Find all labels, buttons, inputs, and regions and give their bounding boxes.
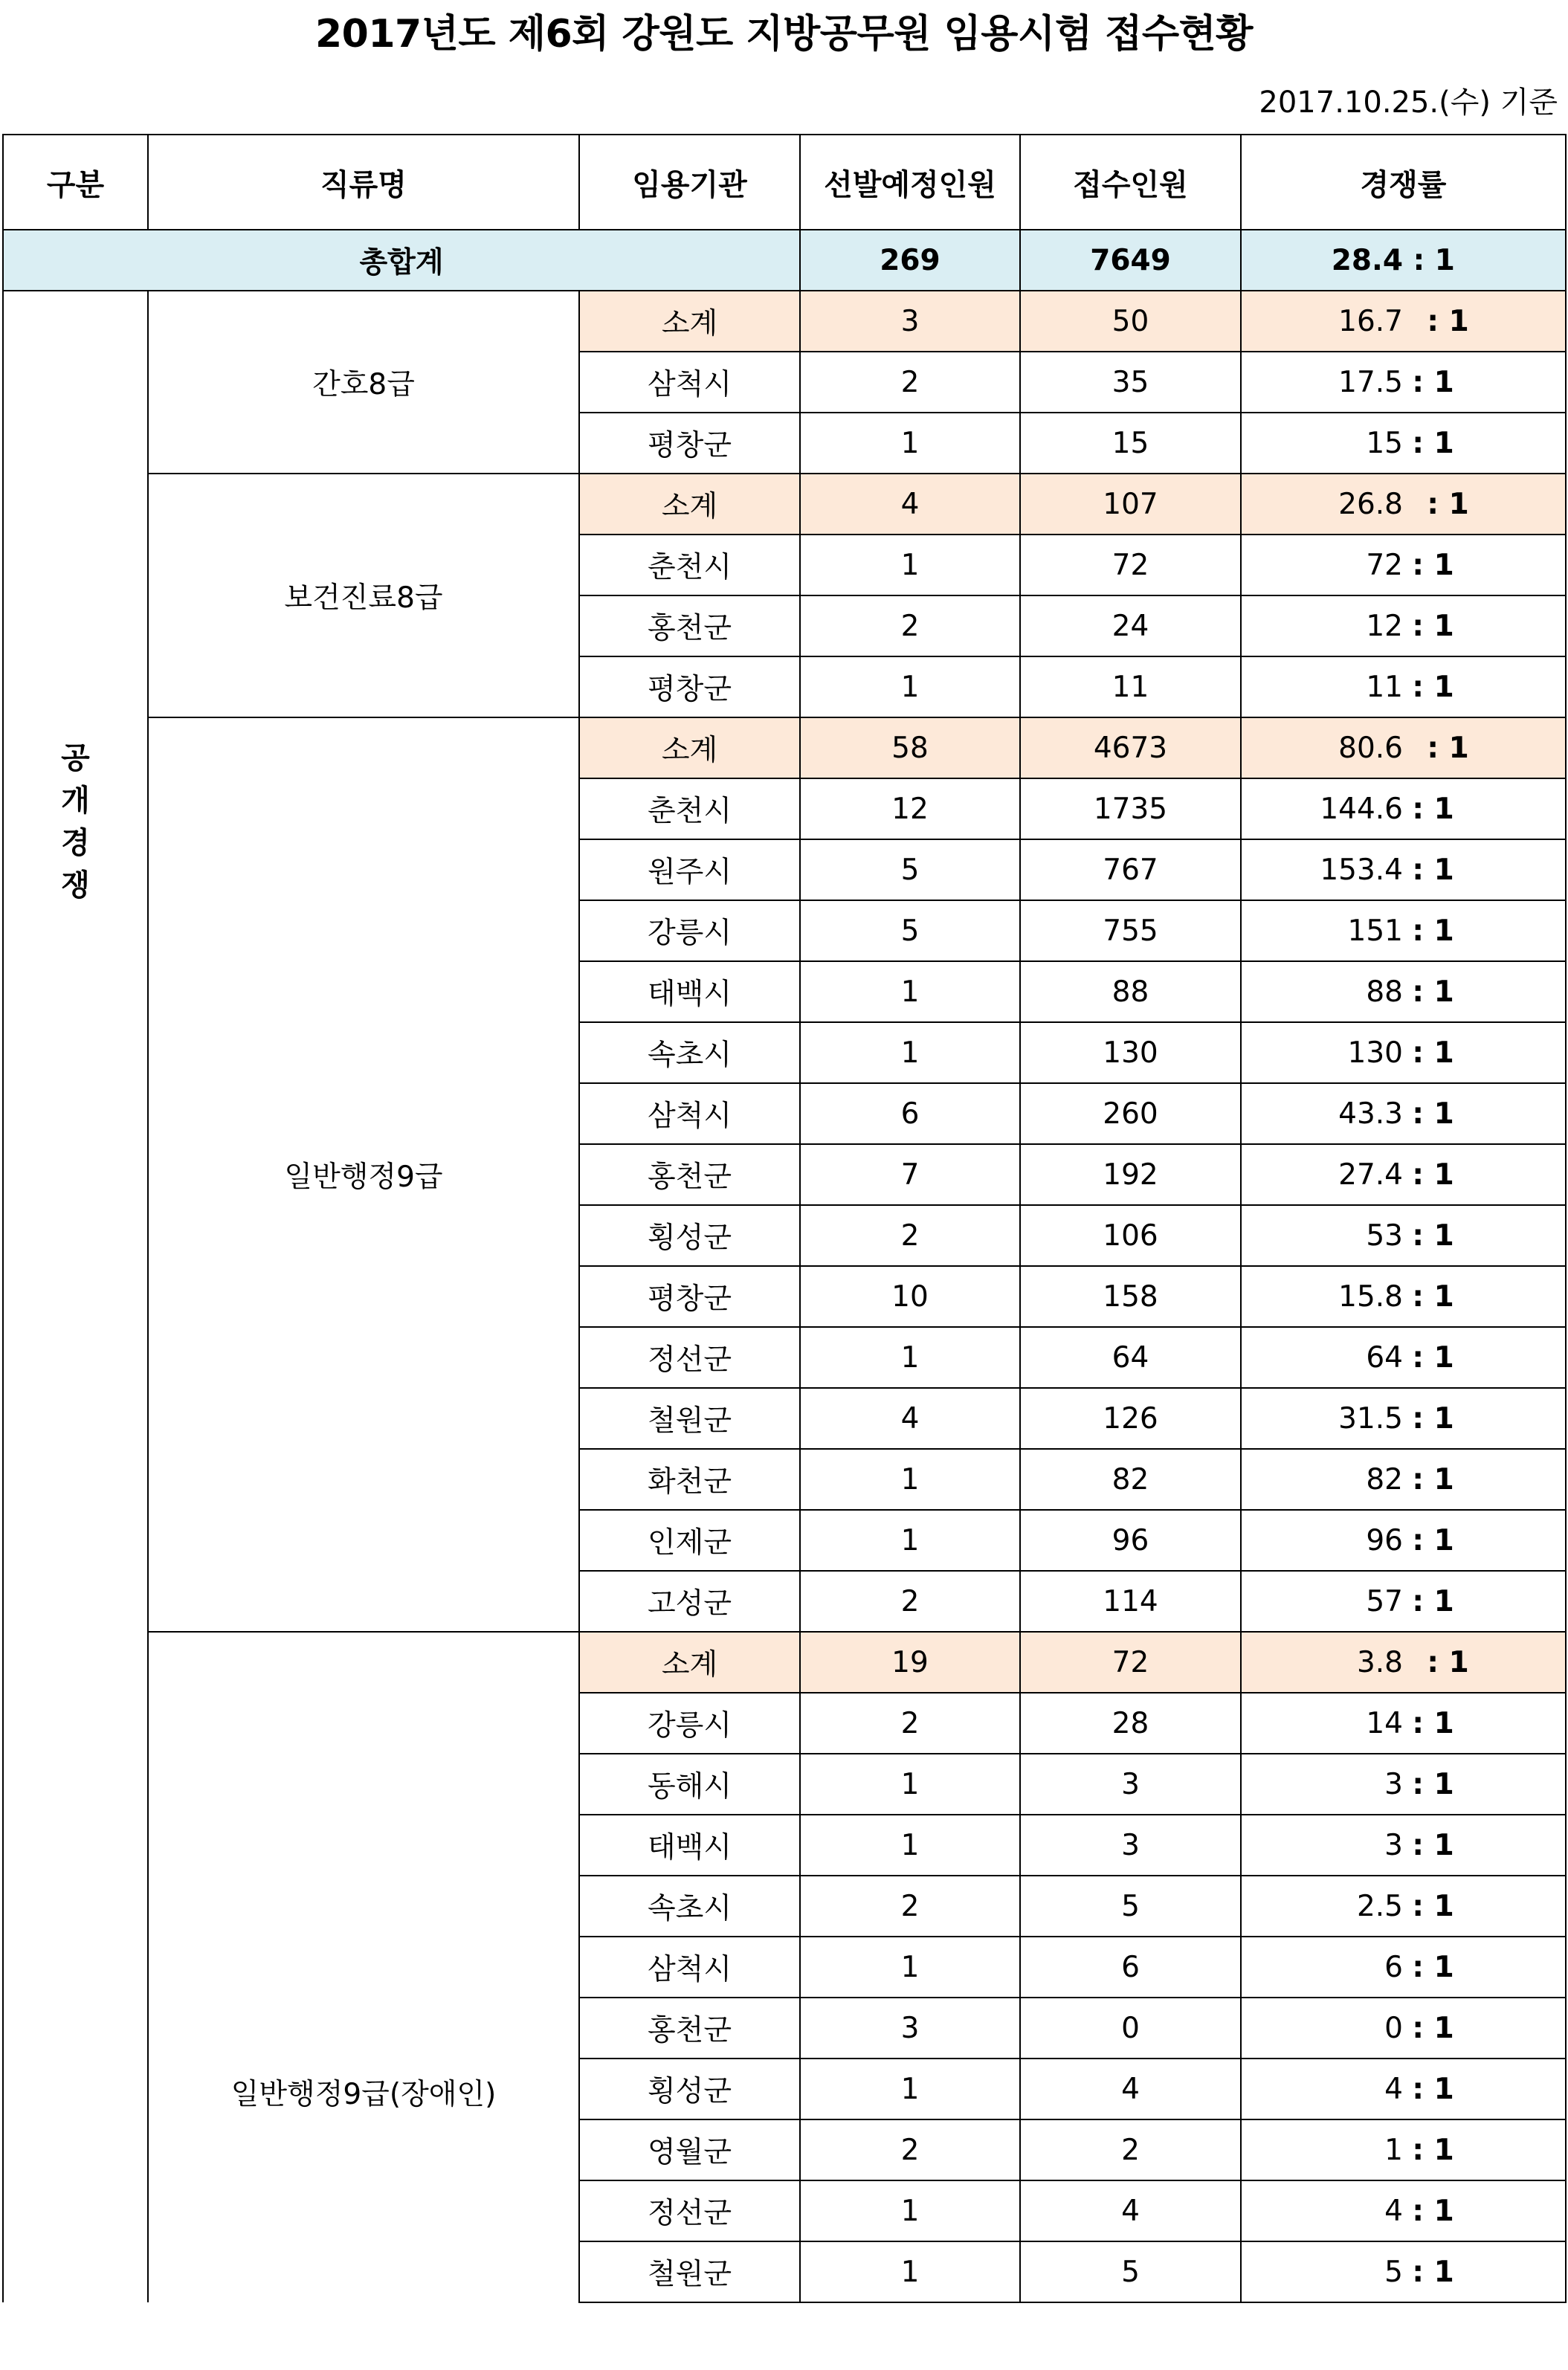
ratio-value: 12 xyxy=(1366,609,1403,643)
planned-cell: 12 xyxy=(800,778,1020,839)
agency-cell: 소계 xyxy=(579,474,800,535)
planned-cell: 4 xyxy=(800,474,1020,535)
planned-cell: 1 xyxy=(800,1815,1020,1876)
applied-cell: 4 xyxy=(1020,2059,1241,2119)
ratio-value: 3.8 xyxy=(1356,1645,1403,1679)
ratio-cell xyxy=(1241,1693,1566,1754)
applied-cell: 106 xyxy=(1020,1205,1241,1266)
ratio-cell xyxy=(1241,778,1566,839)
ratio-suffix: : 1 xyxy=(1412,2133,1454,2167)
header-applied: 접수인원 xyxy=(1020,135,1241,230)
ratio-cell xyxy=(1241,413,1566,474)
total-label: 총합계 xyxy=(3,230,800,291)
ratio-suffix: : 1 xyxy=(1427,487,1469,521)
agency-cell: 홍천군 xyxy=(579,595,800,656)
planned-cell: 1 xyxy=(800,2241,1020,2302)
ratio-suffix: : 1 xyxy=(1412,1340,1454,1375)
agency-cell: 강릉시 xyxy=(579,900,800,961)
agency-cell: 홍천군 xyxy=(579,1998,800,2059)
ratio-suffix: : 1 xyxy=(1412,670,1454,704)
ratio-suffix: : 1 xyxy=(1412,609,1454,643)
ratio-cell xyxy=(1241,1998,1566,2059)
applied-cell: 15 xyxy=(1020,413,1241,474)
ratio-suffix: : 1 xyxy=(1412,1523,1454,1557)
applied-cell: 3 xyxy=(1020,1815,1241,1876)
ratio-cell xyxy=(1241,2241,1566,2302)
planned-cell: 4 xyxy=(800,1388,1020,1449)
total-ratio-suffix: : 1 xyxy=(1413,243,1455,277)
ratio-value: 0 xyxy=(1384,2011,1403,2045)
agency-cell: 횡성군 xyxy=(579,1205,800,1266)
ratio-value: 2.5 xyxy=(1356,1889,1403,1923)
ratio-suffix: : 1 xyxy=(1412,853,1454,887)
ratio-cell xyxy=(1241,961,1566,1022)
applied-cell: 126 xyxy=(1020,1388,1241,1449)
applied-cell: 5 xyxy=(1020,2241,1241,2302)
ratio-suffix: : 1 xyxy=(1412,1950,1454,1984)
planned-cell: 7 xyxy=(800,1144,1020,1205)
agency-cell: 삼척시 xyxy=(579,352,800,413)
total-applied: 7649 xyxy=(1020,230,1241,291)
ratio-value: 14 xyxy=(1366,1706,1403,1740)
ratio-suffix: : 1 xyxy=(1412,1889,1454,1923)
job-type-cell: 일반행정9급 xyxy=(148,717,579,1632)
header-category: 구분 xyxy=(3,135,148,230)
header-job-type: 직류명 xyxy=(148,135,579,230)
category-open-competition: 공 개 경 쟁 xyxy=(3,291,148,2302)
ratio-value: 6 xyxy=(1384,1950,1403,1984)
ratio-value: 82 xyxy=(1366,1462,1403,1496)
ratio-suffix: : 1 xyxy=(1412,1767,1454,1801)
agency-cell: 소계 xyxy=(579,291,800,352)
planned-cell: 1 xyxy=(800,1510,1020,1571)
agency-cell: 인제군 xyxy=(579,1510,800,1571)
applied-cell: 82 xyxy=(1020,1449,1241,1510)
planned-cell: 3 xyxy=(800,291,1020,352)
applied-cell: 2 xyxy=(1020,2119,1241,2180)
planned-cell: 2 xyxy=(800,1876,1020,1937)
planned-cell: 1 xyxy=(800,1937,1020,1998)
application-status-table xyxy=(2,134,1567,2303)
ratio-value: 26.8 xyxy=(1338,487,1403,521)
ratio-cell xyxy=(1241,595,1566,656)
ratio-cell xyxy=(1241,1266,1566,1327)
ratio-value: 11 xyxy=(1366,670,1403,704)
agency-cell: 태백시 xyxy=(579,961,800,1022)
ratio-suffix: : 1 xyxy=(1412,975,1454,1009)
applied-cell: 114 xyxy=(1020,1571,1241,1632)
planned-cell: 2 xyxy=(800,1571,1020,1632)
ratio-suffix: : 1 xyxy=(1412,426,1454,460)
agency-cell: 철원군 xyxy=(579,2241,800,2302)
ratio-value: 151 xyxy=(1347,914,1403,948)
planned-cell: 1 xyxy=(800,1449,1020,1510)
ratio-value: 15 xyxy=(1366,426,1403,460)
planned-cell: 2 xyxy=(800,2119,1020,2180)
agency-cell: 강릉시 xyxy=(579,1693,800,1754)
total-ratio-value: 28.4 xyxy=(1331,243,1403,277)
applied-cell: 6 xyxy=(1020,1937,1241,1998)
ratio-cell xyxy=(1241,656,1566,717)
ratio-suffix: : 1 xyxy=(1412,1218,1454,1253)
applied-cell: 28 xyxy=(1020,1693,1241,1754)
agency-cell: 삼척시 xyxy=(579,1083,800,1144)
planned-cell: 2 xyxy=(800,595,1020,656)
agency-cell: 철원군 xyxy=(579,1388,800,1449)
ratio-suffix: : 1 xyxy=(1412,1097,1454,1131)
agency-cell: 춘천시 xyxy=(579,778,800,839)
agency-cell: 고성군 xyxy=(579,1571,800,1632)
agency-cell: 소계 xyxy=(579,717,800,778)
planned-cell: 2 xyxy=(800,352,1020,413)
ratio-suffix: : 1 xyxy=(1412,1706,1454,1740)
ratio-value: 31.5 xyxy=(1338,1401,1403,1436)
ratio-suffix: : 1 xyxy=(1412,1401,1454,1436)
ratio-value: 80.6 xyxy=(1338,731,1403,765)
planned-cell: 1 xyxy=(800,1022,1020,1083)
ratio-cell xyxy=(1241,1815,1566,1876)
ratio-cell xyxy=(1241,535,1566,595)
ratio-value: 53 xyxy=(1366,1218,1403,1253)
ratio-value: 43.3 xyxy=(1338,1097,1403,1131)
ratio-suffix: : 1 xyxy=(1412,1279,1454,1314)
ratio-cell xyxy=(1241,2059,1566,2119)
ratio-suffix: : 1 xyxy=(1412,1584,1454,1618)
agency-cell: 평창군 xyxy=(579,1266,800,1327)
ratio-value: 88 xyxy=(1366,975,1403,1009)
planned-cell: 5 xyxy=(800,900,1020,961)
applied-cell: 11 xyxy=(1020,656,1241,717)
ratio-value: 130 xyxy=(1347,1036,1403,1070)
ratio-suffix: : 1 xyxy=(1427,304,1469,338)
agency-cell: 영월군 xyxy=(579,2119,800,2180)
ratio-cell xyxy=(1241,291,1566,352)
planned-cell: 1 xyxy=(800,961,1020,1022)
planned-cell: 19 xyxy=(800,1632,1020,1693)
ratio-value: 72 xyxy=(1366,548,1403,582)
ratio-value: 3 xyxy=(1384,1767,1403,1801)
planned-cell: 2 xyxy=(800,1693,1020,1754)
ratio-cell xyxy=(1241,1632,1566,1693)
agency-cell: 화천군 xyxy=(579,1449,800,1510)
applied-cell: 88 xyxy=(1020,961,1241,1022)
agency-cell: 삼척시 xyxy=(579,1937,800,1998)
ratio-suffix: : 1 xyxy=(1412,2255,1454,2289)
applied-cell: 3 xyxy=(1020,1754,1241,1815)
ratio-value: 17.5 xyxy=(1338,365,1403,399)
applied-cell: 72 xyxy=(1020,535,1241,595)
job-type-cell: 보건진료8급 xyxy=(148,474,579,717)
table-row xyxy=(3,474,1566,535)
agency-cell: 원주시 xyxy=(579,839,800,900)
ratio-value: 4 xyxy=(1384,2072,1403,2106)
header-planned: 선발예정인원 xyxy=(800,135,1020,230)
ratio-cell xyxy=(1241,839,1566,900)
ratio-cell xyxy=(1241,1876,1566,1937)
table-row xyxy=(3,291,1566,352)
reference-date: 2017.10.25.(수) 기준 xyxy=(1259,85,1558,120)
agency-cell: 정선군 xyxy=(579,1327,800,1388)
header-row xyxy=(3,135,1566,230)
ratio-cell xyxy=(1241,2119,1566,2180)
agency-cell: 평창군 xyxy=(579,413,800,474)
ratio-suffix: : 1 xyxy=(1412,1462,1454,1496)
applied-cell: 64 xyxy=(1020,1327,1241,1388)
ratio-cell xyxy=(1241,1449,1566,1510)
ratio-cell xyxy=(1241,1083,1566,1144)
total-row xyxy=(3,230,1566,291)
applied-cell: 0 xyxy=(1020,1998,1241,2059)
planned-cell: 5 xyxy=(800,839,1020,900)
ratio-suffix: : 1 xyxy=(1412,365,1454,399)
ratio-cell xyxy=(1241,1510,1566,1571)
ratio-suffix: : 1 xyxy=(1412,548,1454,582)
planned-cell: 1 xyxy=(800,656,1020,717)
total-planned: 269 xyxy=(800,230,1020,291)
planned-cell: 1 xyxy=(800,2180,1020,2241)
planned-cell: 1 xyxy=(800,1327,1020,1388)
planned-cell: 2 xyxy=(800,1205,1020,1266)
applied-cell: 96 xyxy=(1020,1510,1241,1571)
ratio-value: 3 xyxy=(1384,1828,1403,1862)
ratio-cell xyxy=(1241,1388,1566,1449)
total-ratio xyxy=(1241,230,1566,291)
agency-cell: 속초시 xyxy=(579,1022,800,1083)
planned-cell: 1 xyxy=(800,535,1020,595)
job-type-cell: 간호8급 xyxy=(148,291,579,474)
applied-cell: 192 xyxy=(1020,1144,1241,1205)
header-ratio: 경쟁률 xyxy=(1241,135,1566,230)
agency-cell: 춘천시 xyxy=(579,535,800,595)
planned-cell: 58 xyxy=(800,717,1020,778)
ratio-value: 144.6 xyxy=(1320,792,1403,826)
ratio-value: 57 xyxy=(1366,1584,1403,1618)
applied-cell: 35 xyxy=(1020,352,1241,413)
ratio-value: 27.4 xyxy=(1338,1157,1403,1192)
agency-cell: 동해시 xyxy=(579,1754,800,1815)
applied-cell: 260 xyxy=(1020,1083,1241,1144)
ratio-value: 16.7 xyxy=(1338,304,1403,338)
applied-cell: 767 xyxy=(1020,839,1241,900)
planned-cell: 6 xyxy=(800,1083,1020,1144)
ratio-suffix: : 1 xyxy=(1427,1645,1469,1679)
applied-cell: 5 xyxy=(1020,1876,1241,1937)
agency-cell: 횡성군 xyxy=(579,2059,800,2119)
ratio-value: 4 xyxy=(1384,2194,1403,2228)
ratio-value: 64 xyxy=(1366,1340,1403,1375)
ratio-cell xyxy=(1241,474,1566,535)
ratio-value: 15.8 xyxy=(1338,1279,1403,1314)
applied-cell: 24 xyxy=(1020,595,1241,656)
applied-cell: 72 xyxy=(1020,1632,1241,1693)
ratio-cell xyxy=(1241,1937,1566,1998)
applied-cell: 50 xyxy=(1020,291,1241,352)
header-agency: 임용기관 xyxy=(579,135,800,230)
planned-cell: 1 xyxy=(800,1754,1020,1815)
ratio-cell xyxy=(1241,900,1566,961)
ratio-cell xyxy=(1241,1022,1566,1083)
agency-cell: 소계 xyxy=(579,1632,800,1693)
ratio-suffix: : 1 xyxy=(1412,1036,1454,1070)
ratio-cell xyxy=(1241,717,1566,778)
planned-cell: 1 xyxy=(800,2059,1020,2119)
applied-cell: 107 xyxy=(1020,474,1241,535)
page-title: 2017년도 제6회 강원도 지방공무원 임용시험 접수현황 xyxy=(314,12,1254,56)
ratio-suffix: : 1 xyxy=(1427,731,1469,765)
agency-cell: 속초시 xyxy=(579,1876,800,1937)
job-type-cell: 일반행정9급(장애인) xyxy=(148,1632,579,2302)
ratio-cell xyxy=(1241,1754,1566,1815)
planned-cell: 3 xyxy=(800,1998,1020,2059)
applied-cell: 4 xyxy=(1020,2180,1241,2241)
ratio-value: 5 xyxy=(1384,2255,1403,2289)
applied-cell: 755 xyxy=(1020,900,1241,961)
applied-cell: 1735 xyxy=(1020,778,1241,839)
ratio-suffix: : 1 xyxy=(1412,2072,1454,2106)
ratio-cell xyxy=(1241,1571,1566,1632)
applied-cell: 158 xyxy=(1020,1266,1241,1327)
ratio-suffix: : 1 xyxy=(1412,1157,1454,1192)
agency-cell: 정선군 xyxy=(579,2180,800,2241)
agency-cell: 평창군 xyxy=(579,656,800,717)
ratio-suffix: : 1 xyxy=(1412,2194,1454,2228)
ratio-suffix: : 1 xyxy=(1412,914,1454,948)
agency-cell: 태백시 xyxy=(579,1815,800,1876)
ratio-cell xyxy=(1241,1327,1566,1388)
ratio-suffix: : 1 xyxy=(1412,1828,1454,1862)
ratio-value: 153.4 xyxy=(1320,853,1403,887)
agency-cell: 홍천군 xyxy=(579,1144,800,1205)
table-row xyxy=(3,717,1566,778)
ratio-suffix: : 1 xyxy=(1412,2011,1454,2045)
applied-cell: 130 xyxy=(1020,1022,1241,1083)
ratio-value: 1 xyxy=(1384,2133,1403,2167)
ratio-cell xyxy=(1241,1205,1566,1266)
ratio-cell xyxy=(1241,2180,1566,2241)
applied-cell: 4673 xyxy=(1020,717,1241,778)
ratio-value: 96 xyxy=(1366,1523,1403,1557)
table-row xyxy=(3,1632,1566,1693)
planned-cell: 10 xyxy=(800,1266,1020,1327)
ratio-cell xyxy=(1241,352,1566,413)
planned-cell: 1 xyxy=(800,413,1020,474)
ratio-cell xyxy=(1241,1144,1566,1205)
ratio-suffix: : 1 xyxy=(1412,792,1454,826)
